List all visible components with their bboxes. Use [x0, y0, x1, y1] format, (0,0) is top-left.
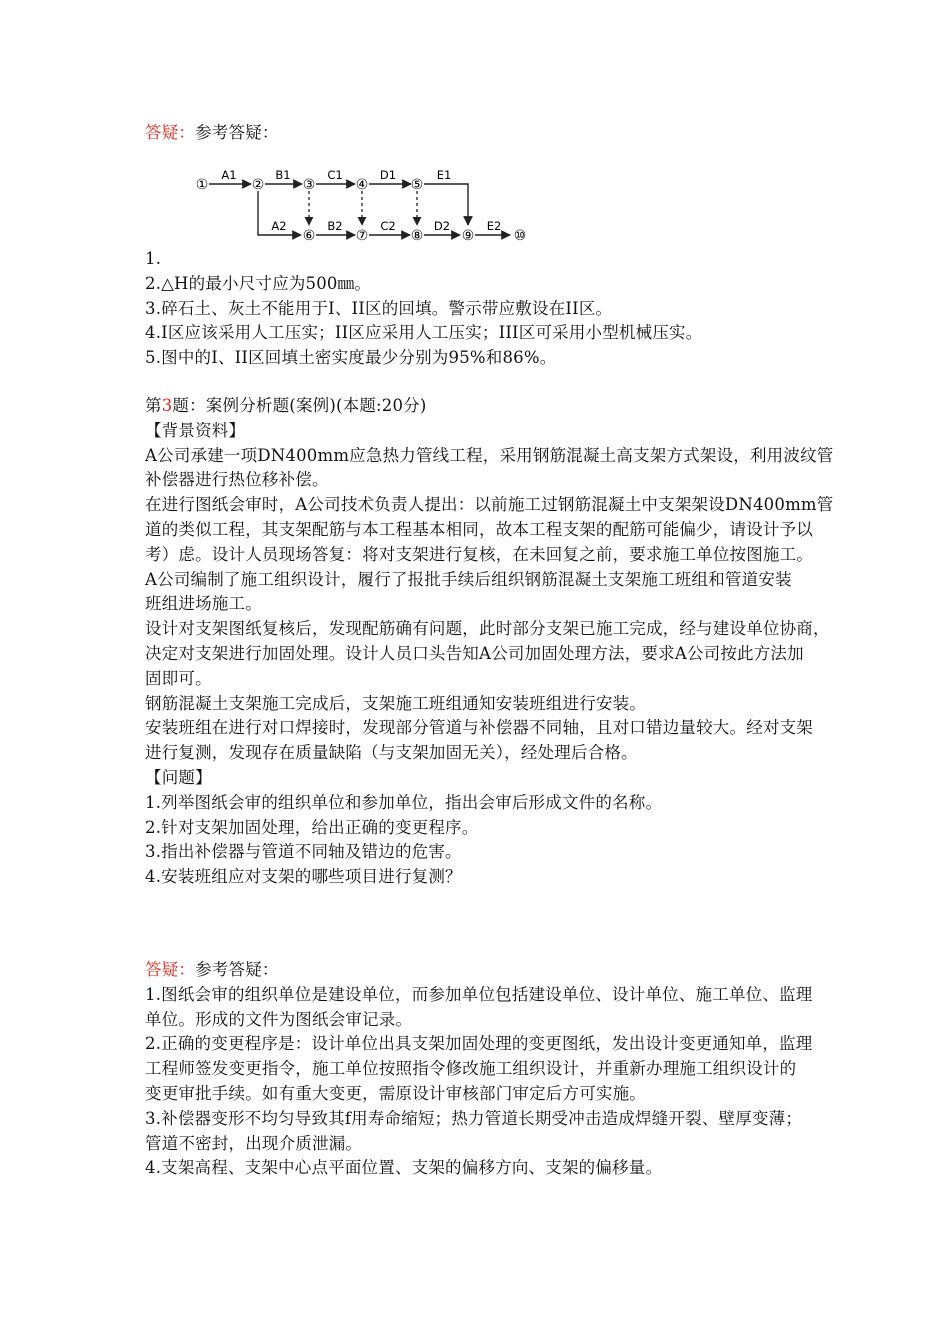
answer2-item: 1.图纸会审的组织单位是建设单位，而参加单位包括建设单位、设计单位、施工单位、监理 — [145, 984, 813, 1004]
answer2-title: 参考答疑： — [195, 960, 279, 979]
activity-B2: B2 — [327, 219, 343, 233]
network-diagram — [195, 163, 595, 249]
answer2-item: 变更审批手续。如有重大变更，需原设计审核部门审定后方可实施。 — [145, 1083, 646, 1103]
activity-E2: E2 — [486, 219, 502, 233]
answer1-title: 参考答疑： — [195, 123, 279, 142]
answer2-item: 单位。形成的文件为图纸会审记录。 — [145, 1009, 413, 1029]
question-item: 1.列举图纸会审的组织单位和参加单位，指出会审后形成文件的名称。 — [145, 792, 663, 812]
background-line: 考）虑。设计人员现场答复：将对支架进行复核，在未回复之前，要求施工单位按图施工。 — [145, 544, 813, 564]
answer1-label: 答疑： — [145, 123, 196, 142]
answer1-item: 2.△H的最小尺寸应为500㎜。 — [145, 273, 372, 293]
answer2-header — [145, 958, 905, 983]
background-line: 安装班组在进行对口焊接时，发现部分管道与补偿器不同轴，且对口错边量较大。经对支架 — [145, 718, 813, 738]
activity-A1: A1 — [221, 168, 237, 182]
node-9: ⑨ — [461, 228, 475, 244]
node-5: ⑤ — [410, 177, 424, 193]
answer2-item: 2.正确的变更程序是：设计单位出具支架加固处理的变更图纸，发出设计变更通知单，监理 — [145, 1034, 813, 1054]
background-line: 进行复测，发现存在质量缺陷（与支架加固无关），经处理后合格。 — [145, 743, 638, 763]
activity-E1: E1 — [436, 168, 452, 182]
question-item: 4.安装班组应对支架的哪些项目进行复测？ — [145, 867, 462, 887]
activity-D2: D2 — [433, 219, 451, 233]
answer1-item: 1. — [145, 249, 162, 268]
background-line: 决定对支架进行加固处理。设计人员口头告知A公司加固处理方法，要求A公司按此方法加 — [145, 643, 804, 663]
background-line: A公司编制了施工组织设计，履行了报批手续后组织钢筋混凝土支架施工班组和管道安装 — [145, 569, 792, 589]
question3-heading: 第3题：案例分析题(案例)(本题:20分) — [145, 396, 427, 415]
background-line: 固即可。 — [145, 668, 212, 688]
node-6: ⑥ — [302, 228, 316, 244]
answer1-item: 5.图中的I、II区回填土密实度最少分别为95%和86%。 — [145, 348, 557, 368]
background-title: 【背景资料】 — [145, 420, 246, 440]
background-line: 钢筋混凝土支架施工完成后，支架施工班组通知安装班组进行安装。 — [145, 693, 646, 713]
node-10: ⑩ — [513, 228, 527, 244]
answer2-item: 管道不密封，出现介质泄漏。 — [145, 1133, 363, 1153]
node-4: ④ — [355, 177, 369, 193]
node-1: ① — [195, 177, 209, 193]
background-line: 补偿器进行热位移补偿。 — [145, 470, 329, 490]
background-line: A公司承建一项DN400mm应急热力管线工程，采用钢筋混凝土高支架方式架设，利用波纹管 — [145, 445, 834, 465]
answer2-section — [145, 958, 905, 1181]
activity-A2: A2 — [271, 219, 287, 233]
background-line: 班组进场施工。 — [145, 594, 262, 614]
question-item: 3.指出补偿器与管道不同轴及错边的危害。 — [145, 842, 462, 862]
node-3: ③ — [302, 177, 316, 193]
activity-C2: C2 — [380, 219, 396, 233]
answer1-item: 3.碎石土、灰土不能用于I、II区的回填。警示带应敷设在II区。 — [145, 298, 613, 318]
answer2-item: 3.补偿器变形不均匀导致其f用寿命缩短；热力管道长期受冲击造成焊缝开裂、壁厚变薄； — [145, 1108, 803, 1128]
questions-title: 【问题】 — [145, 767, 212, 787]
background-line: 道的类似工程，其支架配筋与本工程基本相同，故本工程支架的配筋可能偏少，请设计予以 — [145, 519, 813, 539]
answer1-header — [145, 121, 905, 146]
node-2: ② — [251, 177, 265, 193]
activity-C1: C1 — [327, 168, 343, 182]
node-7: ⑦ — [355, 228, 369, 244]
background-line: 在进行图纸会审时，A公司技术负责人提出：以前施工过钢筋混凝土中支架架设DN400mm管 — [145, 495, 834, 515]
activity-D1: D1 — [379, 168, 397, 182]
answer1-list — [145, 247, 905, 371]
activity-B1: B1 — [275, 168, 291, 182]
background-line: 设计对支架图纸复核后，发现配筋确有问题，此时部分支架已施工完成，经与建设单位协商， — [145, 619, 830, 639]
question-item: 2.针对支架加固处理，给出正确的变更程序。 — [145, 817, 479, 837]
question-number: 3 — [161, 396, 173, 415]
answer2-item: 4.支架高程、支架中心点平面位置、支架的偏移方向、支架的偏移量。 — [145, 1158, 663, 1178]
answer1-item: 4.I区应该采用人工压实；II区应采用人工压实；III区可采用小型机械压实。 — [145, 323, 703, 343]
answer2-item: 工程师签发变更指令，施工单位按照指令修改施工组织设计，并重新办理施工组织设计的 — [145, 1059, 797, 1079]
question3-section — [145, 394, 905, 890]
answer2-label: 答疑： — [145, 960, 196, 979]
node-8: ⑧ — [410, 228, 424, 244]
